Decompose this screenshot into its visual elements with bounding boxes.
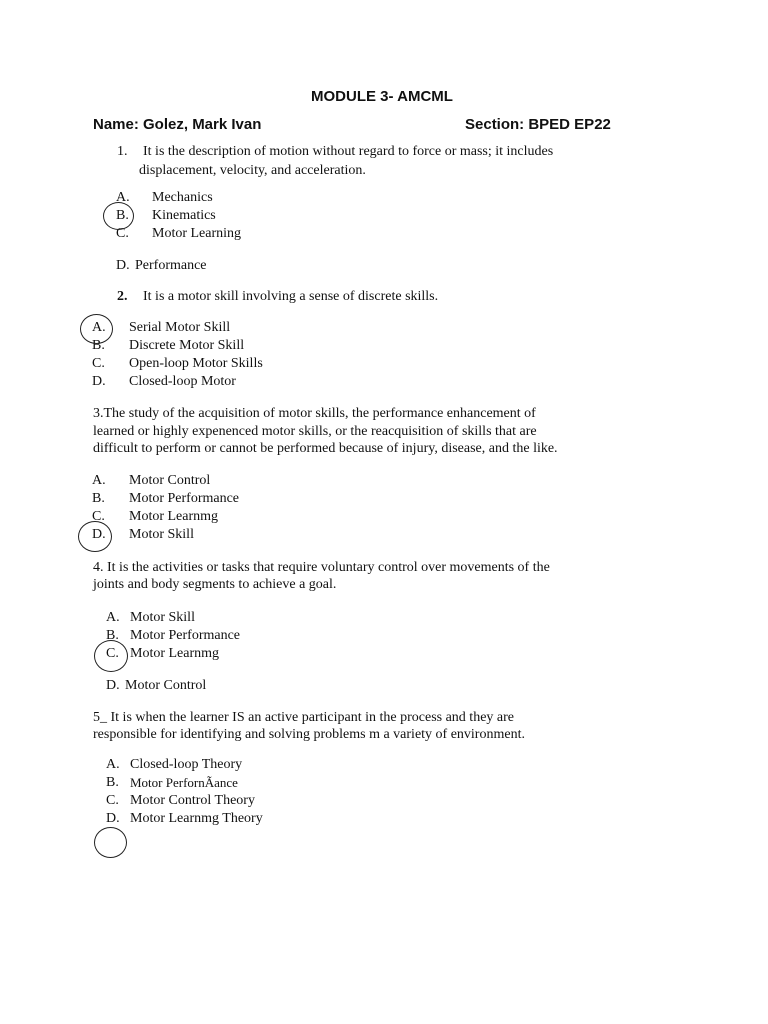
option-text: Motor Skill: [130, 610, 195, 625]
question-text: responsible for identifying and solving problems m a variety of environment.: [93, 727, 525, 742]
option-text: Motor Control Theory: [130, 793, 255, 808]
option-text: Motor PerfornÃance: [130, 775, 238, 790]
option-letter: B.: [106, 628, 119, 643]
option-letter: D.: [92, 527, 106, 542]
option-text: Motor Learnmg: [130, 646, 220, 661]
answer-circle-mark: [80, 314, 113, 344]
question-text: 5_ It is when the learner IS an active participant in the process and they are: [93, 710, 515, 725]
option-letter: A.: [116, 190, 130, 205]
question-text: joints and body segments to achieve a goal.: [93, 577, 337, 592]
option-letter: A.: [92, 473, 106, 488]
option-letter: B.: [92, 491, 105, 506]
option-text: Closed-loop Theory: [130, 757, 243, 772]
option-text: Motor Learnmg Theory: [130, 811, 263, 826]
option-letter: C.: [92, 356, 105, 371]
answer-circle-mark: [103, 202, 134, 230]
option-letter: A.: [106, 610, 120, 625]
question-number: 1.: [117, 144, 128, 159]
option-letter: D.: [92, 374, 106, 389]
question-number: 2.: [117, 289, 128, 304]
question-text: It is a motor skill involving a sense of discrete skills.: [143, 289, 439, 304]
option-text: Motor Learnmg: [129, 509, 219, 524]
question-text: displacement, velocity, and acceleration.: [139, 163, 366, 178]
question-text: It is the description of motion without regard to force or mass; it includes: [143, 144, 554, 159]
option-letter: B.: [106, 775, 119, 790]
option-letter: D.: [106, 678, 120, 693]
option-text: Motor Performance: [130, 628, 241, 643]
option-text: Motor Learning: [152, 226, 242, 241]
option-letter: C.: [116, 226, 129, 241]
option-text: Kinematics: [152, 208, 216, 223]
option-text: Discrete Motor Skill: [129, 338, 245, 353]
option-text: Motor Performance: [129, 491, 240, 506]
question-text: learned or highly expenenced motor skills, or the reacquisition of skills that are: [93, 424, 537, 439]
answer-circle-mark: [78, 521, 112, 552]
option-letter: A.: [92, 320, 106, 335]
option-text: Closed-loop Motor: [129, 374, 236, 389]
option-letter: D.: [116, 258, 130, 273]
question-text: difficult to perform or cannot be performed because of injury, disease, and the like.: [93, 441, 558, 456]
student-name: Name: Golez, Mark Ivan: [93, 116, 262, 133]
question-text: 3.The study of the acquisition of motor skills, the performance enhancement of: [93, 406, 536, 421]
question-text: 4. It is the activities or tasks that require voluntary control over movements of the: [93, 560, 550, 575]
option-text: Motor Skill: [129, 527, 194, 542]
option-text: Open-loop Motor Skills: [129, 356, 263, 371]
page-title: MODULE 3- AMCML: [311, 88, 453, 105]
option-letter: C.: [106, 793, 119, 808]
option-text: Serial Motor Skill: [129, 320, 231, 335]
option-letter: D.: [106, 811, 120, 826]
student-section: Section: BPED EP22: [465, 116, 611, 133]
answer-circle-mark: [94, 827, 127, 858]
answer-circle-mark: [94, 640, 128, 672]
option-letter: B.: [116, 208, 129, 223]
option-text: Motor Control: [125, 678, 207, 693]
option-text: Mechanics: [152, 190, 213, 205]
option-text: Motor Control: [129, 473, 211, 488]
option-letter: C.: [106, 646, 119, 661]
option-text: Performance: [135, 258, 207, 273]
option-letter: B.: [92, 338, 105, 353]
option-letter: A.: [106, 757, 120, 772]
option-letter: C.: [92, 509, 105, 524]
